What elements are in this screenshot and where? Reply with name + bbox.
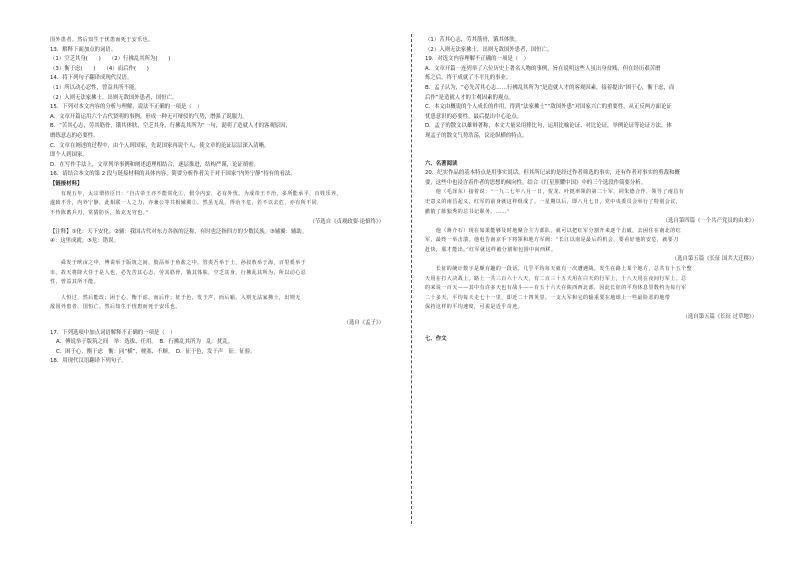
source-citation: （节选自《贞观政要·论慎终》） [309,219,384,226]
passage-line: 性，曾益其所不能。 [50,279,100,286]
question-17-options: C．困于心，衡于虑 衡：同“横”，梗塞、不顺。 D．征于色，发于声 征：征验。 [56,348,256,355]
column-divider [411,34,412,524]
excerpt-line: 二十多天，平均每天走七十一里，即近二十四英里。一支大军和它的辎重要在地球上一些最险恶的地带 [425,294,671,301]
text-line: 国外患者。然后知生于忧患而死于安乐也。 [50,37,154,43]
question-13: 13．解释下面加点的词语。 [50,46,117,53]
source-citation: （选自第五篇《长征 国共大迁移》） [671,256,757,263]
section-heading: 七、作文 [425,335,447,342]
question-13-item: （1）空乏其身( ) （2）行拂乱其所为( ) [50,56,171,63]
notes: 【注释】①化：天下安化。②辅：我国古代对东方各族的泛称，有时也泛指四方的少数民族。③辅翼：辅助。 [50,228,308,235]
question-13-item: （3）衡于虑( ) （4）而后作( ) [50,65,149,72]
link-material-title: 【链接材料】 [50,180,83,187]
passage-line: 舜发于畎亩之中，傅说举于版筑之间，胶鬲举于鱼盐之中，管夷吾举于士，孙叔敖举于海，百里奚举于 [50,260,307,267]
option-b: B．“苦其心志，劳其筋骨，饿其体肤，空乏其身，行拂乱其所为”一句，说明了造就人才的客观原因， [50,123,292,130]
passage-line: 市。故天将降大任于是人也，必先苦其心志，劳其筋骨，饿其体肤，空乏其身，行拂乱其所为，所以动心忍 [50,269,307,276]
passage-line: 人恒过，然后能改；困于心，衡于虑，而后作；征于色，发于声，而后喻。入则无法家拂士，出则无 [50,294,301,301]
option-c: C．文章在阐述的过程中，由个人到国家，先说国家再说个人，使文章的论证层层深入清晰。 [50,142,270,149]
material-line: 不恃陈蓄兵刃，常猜防兵，始克无穷也。” [50,209,149,216]
question-17-options: A．傅说举于版筑之间 举：选拔、任用。 B．行拂乱其所为 乱：扰乱。 [56,339,234,346]
excerpt-line: 撤销了陈独秀的总书记职务。……” [425,208,510,215]
material-line: 遂致不升，内外宁静，此相联一人之力，亦兼公等共相辅翼②。然虽无乱，得治不危，若不以去危，亦有所不同， [50,200,323,207]
option-a: A．文章开篇一连列举了六位历史上著名人物的事例，旨在说明这些人虽出身贫贱，但在经历艰苦磨 [425,65,661,72]
question-14-item: （2）入则无法家拂士，出则无敌国外患者，国恒亡。 [50,94,178,101]
excerpt-line: 的来说一百天——其中有许多天也有战斗——有五十六天在陕西西北部，因此长征的平均休息里数约为每行军 [425,285,687,292]
option-c-cont: 即个人到国家。 [50,152,88,159]
question-14: 14．将下列句子翻译成现代汉语。 [50,75,133,82]
question-17: 17．下列选项中加点词语解释不正确的一项是（ ） [50,329,176,336]
option-a-cont: 炼之后，终于成就了不平凡的事业。 [425,75,512,82]
source-citation: （选自《孟子》） [343,320,384,327]
left-column [50,36,390,367]
question-18-item: （1）苦其心志，劳其筋骨，饿其体肤。 [425,37,521,43]
option-b-cont: 磨练意志的必要性。 [50,132,99,139]
question-20: 20．纪实作品的基本特点是用事实说话，但其所记录的是经过作者筛选的事实，还有作者对事实的剪裁和概 [425,170,680,177]
excerpt-line: 赶快，那才能出。”红军就这样被分割和包围中向西移。 [425,246,557,253]
question-20-cont: 要，这些中也浸含着作者的思想的倾向性。结合《红星照耀中国》中的三个选段作简要分析。 [425,179,647,186]
option-d-cont: 现孟子的散文气势浩荡，议论纵横的特点。 [425,132,528,139]
question-19: 19．对选文内容理解不正确的一项是（ ） [425,56,529,63]
section-heading: 六、名著阅读 [425,160,458,167]
question-15: 15．下列对本文内容的分析与理解，说法不正确的一项是（ ） [50,104,203,111]
source-citation: （选自第四篇《一个共产党员的由来》） [662,218,757,225]
question-18-item: （2）入则无法家拂士，出则无敌国外患者，国恒亡。 [425,46,553,53]
option-c-cont: 忧患意识的必要性，最后提出中心论点。 [425,113,523,120]
notes-cont: ④：这里成就。⑤危：错误。 [50,238,119,245]
excerpt-line: 保持这样的平均速度，可说是近乎奇迹。 [425,304,524,311]
excerpt-line: 他（蒋介石）现在如果能够及时地聚合主力部队，就可以把红军分割开来逐个击破，去困住在南北的红 [425,227,682,234]
question-16: 16．请结合本文的第 2 段与链接材料的具体内容，简要分析作者关于对于国家“内外宁静”持有的看法。 [50,171,296,178]
option-b: B．孟子认为，“必先苦其心志……行拂乱其所为”是造就人才的客观因素，接着提出“困于心，衡于虑，而 [425,84,675,91]
question-14-item: （1）所以动心忍性，曾益其所不能。 [50,84,140,91]
right-column [425,36,763,344]
option-a: A．文章开篇运用六个古代贤明的事例，形成一种无可辩驳的气势，增强了说服力。 [50,113,248,120]
option-d: D．在写作手法上，文章列举事例和阐述道理相结合，逐层推进，结构严谨，论证缜密。 [50,161,259,168]
excerpt-line: 史意义的南昌起义，红军的前身就这样组成了。一星期以后，即八月七日，党中央委员会举行了特别会议， [425,198,682,205]
excerpt-line: 军，最终一举击溃。他电告南京手下将领和地方军阀：“长江以南是最后的机会，要看好他的安危，就要刀 [425,237,679,244]
excerpt-line: 他（毛泽东）接着说：“一九二七年八月一日，贺龙、叶挺率领的第二十军，同朱德合作，领导了南昌有 [425,189,685,196]
source-citation: （选自第五篇《长征 过草地》） [682,314,757,321]
passage-line: 敌国外患者，国恒亡。然后知生于忧患而死于安乐也。 [50,304,181,311]
option-d: D．孟子的散文以雄辩著称，本文大量采用排比句，运用比喻论证、对比论证，举例论证等论证方法，体 [425,123,672,130]
question-18: 18．用现代汉语翻译下列句子。 [50,358,127,365]
excerpt-line: 长征的统计数字是颇有趣的一段话。几乎平均每天就有一次遭遇战，发生在路上某个地方，总共有十五个整 [425,266,693,273]
material-line: 有现五年，太宗谓侍臣曰：“自古帝王亦不能常化①，假令内安，必有外忧。为成帝王不治，多所能承平，百姓乐养， [50,190,342,197]
option-b-cont: 后作”是造就人才的主观因素的观点。 [425,94,515,101]
option-c: C．本文由概说的个人成长的作用，得到“法家拂士”“敌国外患”对国家兴亡的重要性，从正反两方面论证 [425,104,672,111]
excerpt-line: 天用在打大决战上。路上一共三百六十八天，有二百三十五天用在白天的行军上，十八天用在夜间行军上。总 [425,275,687,282]
